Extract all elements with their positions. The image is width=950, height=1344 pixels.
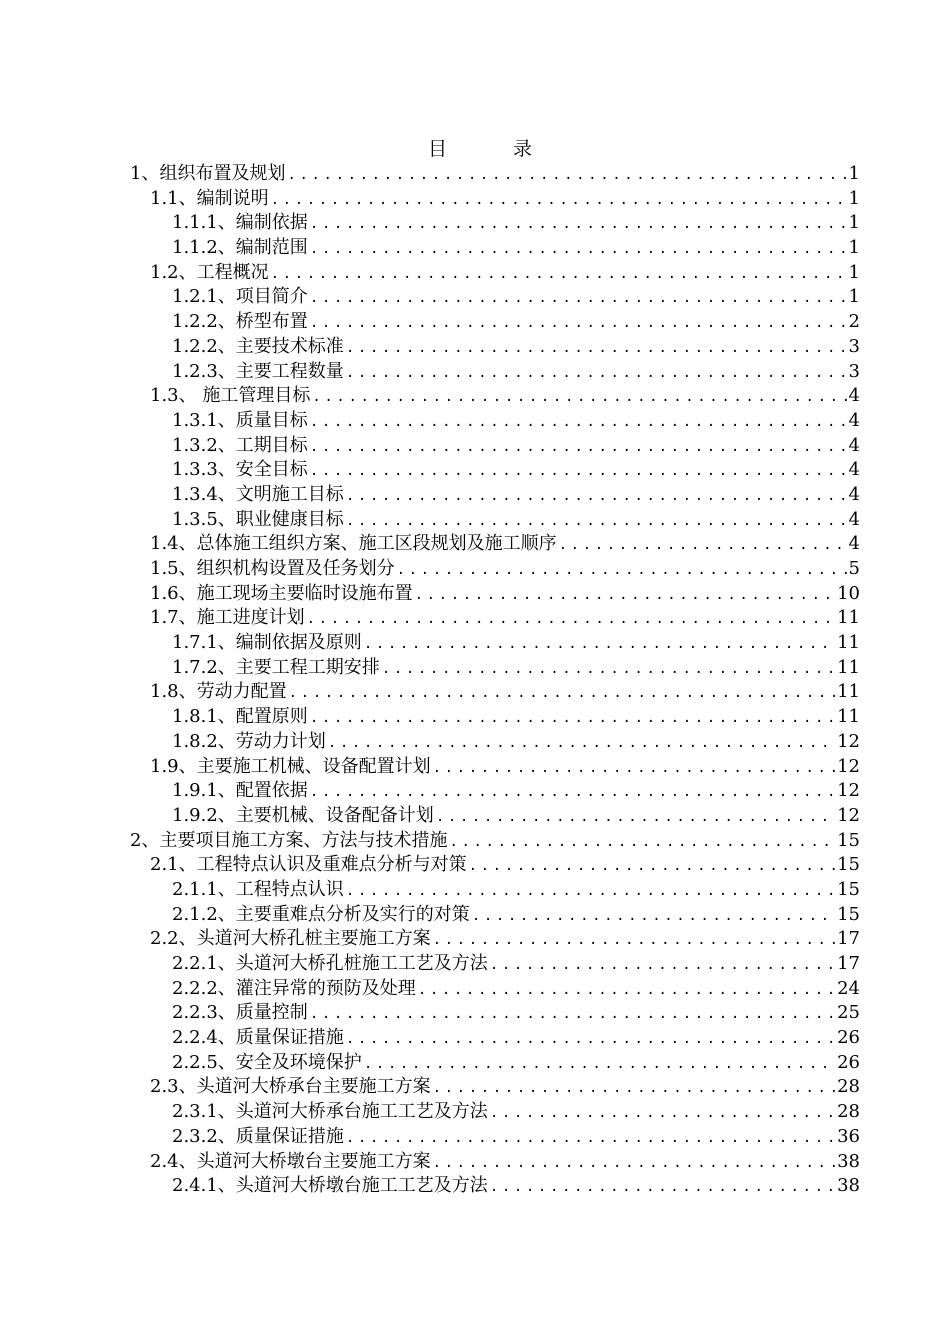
toc-entry-title: 1.5、组织机构设置及任务划分: [150, 558, 395, 579]
toc-entry-title: 2.1、工程特点认识及重难点分析与对策: [150, 854, 467, 876]
toc-entry-page-number: 1: [848, 187, 860, 209]
toc-entry-title: 1.8、劳动力配置: [150, 681, 287, 703]
toc-entry-title: 2.2.4、质量保证措施: [172, 1027, 344, 1049]
toc-entry-page-number: 1: [848, 261, 860, 283]
toc-entry-title: 1.3.3、安全目标: [172, 459, 308, 481]
toc-leader-dots: [310, 286, 847, 310]
toc-leader-dots: [310, 459, 847, 483]
toc-entry-title: 1.7、施工进度计划: [150, 607, 305, 629]
toc-leader-dots: [310, 780, 835, 804]
toc-entry-title: 1.2.3、主要工程数量: [172, 360, 344, 382]
toc-leader-dots: [289, 681, 835, 705]
toc-entry-page-number: 12: [837, 780, 860, 802]
toc-entry-page-number: 12: [837, 730, 860, 752]
toc-entry-page-number: 5: [848, 558, 860, 579]
toc-title: 目 录: [427, 138, 563, 160]
toc-entry[interactable]: [130, 458, 860, 483]
toc-entry[interactable]: [130, 631, 860, 656]
toc-leader-dots: [490, 1101, 835, 1125]
toc-entry[interactable]: [130, 211, 860, 236]
toc-entry-title: 2.2.3、质量控制: [172, 1002, 308, 1024]
toc-entry[interactable]: [130, 779, 860, 804]
toc-entry-title: 1.3.2、工期目标: [172, 434, 308, 456]
toc-leader-dots: [490, 953, 835, 977]
toc-entry-page-number: 4: [848, 409, 860, 431]
toc-entry[interactable]: [130, 582, 860, 607]
toc-entry[interactable]: [130, 508, 860, 533]
toc-entry-page-number: 15: [837, 829, 860, 851]
toc-entry-page-number: 12: [837, 755, 860, 777]
toc-entry-title: 2、主要项目施工方案、方法与技术措施: [130, 829, 448, 851]
toc-entry-title: 1、组织布置及规划: [130, 163, 286, 184]
toc-leader-dots: [397, 558, 847, 582]
toc-leader-dots: [364, 632, 835, 656]
toc-leader-dots: [328, 731, 835, 755]
toc-entry[interactable]: [130, 1026, 860, 1051]
toc-entry-page-number: 25: [837, 1002, 860, 1024]
toc-entry-page-number: 12: [837, 804, 860, 826]
toc-entry-page-number: 38: [837, 1175, 860, 1197]
toc-leader-dots: [433, 1076, 835, 1100]
toc-entry[interactable]: [130, 360, 860, 385]
toc-leader-dots: [271, 262, 847, 286]
toc-entry-title: 1.3.1、质量目标: [172, 409, 308, 431]
toc-leader-dots: [346, 484, 847, 508]
toc-entry[interactable]: [130, 434, 860, 459]
toc-entry-title: 2.1.1、工程特点认识: [172, 878, 344, 900]
toc-leader-dots: [415, 583, 835, 607]
toc-entry-title: 2.2、头道河大桥孔桩主要施工方案: [150, 928, 431, 950]
toc-entry[interactable]: [130, 680, 860, 705]
toc-leader-dots: [310, 212, 847, 236]
toc-entry-page-number: 28: [837, 1076, 860, 1098]
toc-leader-dots: [469, 854, 835, 878]
toc-entry-page-number: 1: [848, 163, 860, 184]
toc-leader-dots: [310, 410, 847, 434]
toc-entry-page-number: 3: [848, 360, 860, 382]
toc-leader-dots: [307, 607, 835, 631]
toc-leader-dots: [436, 805, 835, 829]
toc-entry-page-number: 26: [837, 1051, 860, 1073]
toc-entry[interactable]: [130, 1125, 860, 1150]
toc-leader-dots: [433, 928, 835, 952]
toc-entry[interactable]: [130, 656, 860, 681]
toc-entry-page-number: 11: [837, 681, 860, 703]
toc-entry-page-number: 11: [837, 607, 860, 629]
toc-entry-title: 1.9、主要施工机械、设备配置计划: [150, 755, 431, 777]
toc-leader-dots: [312, 385, 846, 409]
toc-entry-page-number: 28: [837, 1101, 860, 1123]
toc-entry[interactable]: [130, 952, 860, 977]
toc-entry[interactable]: [130, 1174, 860, 1199]
toc-entry-title: 1.2.2、主要技术标准: [172, 335, 344, 357]
toc-entry[interactable]: [130, 261, 860, 286]
toc-entry-page-number: 15: [837, 878, 860, 900]
table-of-contents: [130, 162, 860, 1199]
toc-entry-title: 1.2.2、桥型布置: [172, 311, 308, 333]
toc-entry[interactable]: [130, 853, 860, 878]
toc-entry-page-number: 24: [837, 977, 860, 999]
toc-entry-title: 1.3.4、文明施工目标: [172, 483, 344, 505]
toc-entry-title: 1.8.2、劳动力计划: [172, 730, 326, 752]
toc-entry-page-number: 4: [848, 508, 860, 530]
toc-entry[interactable]: [130, 187, 860, 212]
toc-entry-title: 2.3.1、头道河大桥承台施工工艺及方法: [172, 1101, 488, 1123]
toc-entry-title: 2.3.2、质量保证措施: [172, 1125, 344, 1147]
toc-entry-title: 1.2.1、项目简介: [172, 286, 308, 308]
toc-entry[interactable]: [130, 1051, 860, 1076]
toc-leader-dots: [310, 435, 847, 459]
toc-entry-title: 1.9.2、主要机械、设备配备计划: [172, 804, 434, 826]
toc-entry-page-number: 4: [848, 483, 860, 505]
toc-entry[interactable]: [130, 1001, 860, 1026]
toc-entry[interactable]: [130, 162, 860, 187]
toc-entry-page-number: 4: [848, 434, 860, 456]
toc-leader-dots: [346, 1126, 835, 1150]
toc-entry[interactable]: [130, 1150, 860, 1175]
toc-entry-title: 1.2、工程概况: [150, 261, 269, 283]
toc-entry-title: 1.6、施工现场主要临时设施布置: [150, 582, 413, 604]
toc-entry-page-number: 4: [848, 459, 860, 481]
toc-leader-dots: [559, 533, 847, 557]
toc-leader-dots: [382, 657, 835, 681]
toc-leader-dots: [310, 237, 847, 261]
toc-leader-dots: [418, 978, 835, 1002]
toc-leader-dots: [287, 163, 846, 187]
toc-entry-page-number: 15: [837, 903, 860, 925]
toc-entry[interactable]: [130, 335, 860, 360]
toc-leader-dots: [346, 336, 847, 360]
toc-leader-dots: [310, 1002, 835, 1026]
toc-entry[interactable]: [130, 804, 860, 829]
toc-entry-title: 1.1.1、编制依据: [172, 212, 308, 234]
toc-entry-title: 2.2.2、灌注异常的预防及处理: [172, 977, 416, 999]
toc-entry[interactable]: [130, 606, 860, 631]
toc-entry[interactable]: [130, 384, 860, 409]
toc-entry-page-number: 15: [837, 854, 860, 876]
toc-leader-dots: [346, 361, 847, 385]
toc-entry-page-number: 4: [848, 385, 860, 407]
toc-leader-dots: [433, 1151, 835, 1175]
toc-entry[interactable]: [130, 977, 860, 1002]
toc-entry-title: 2.2.5、安全及环境保护: [172, 1051, 362, 1073]
toc-entry[interactable]: [130, 903, 860, 928]
toc-leader-dots: [472, 904, 835, 928]
toc-entry-page-number: 3: [848, 335, 860, 357]
toc-entry-page-number: 11: [837, 632, 860, 654]
toc-entry-page-number: 11: [837, 706, 860, 728]
toc-leader-dots: [490, 1175, 835, 1199]
toc-entry-page-number: 17: [837, 953, 860, 974]
toc-entry-title: 1.1、编制说明: [150, 187, 269, 209]
toc-entry-title: 1.7.1、编制依据及原则: [172, 632, 362, 654]
toc-entry[interactable]: [130, 557, 860, 582]
toc-entry-title: 1.1.2、编制范围: [172, 237, 308, 259]
toc-entry-page-number: 17: [837, 928, 860, 950]
toc-entry-title: 2.4.1、头道河大桥墩台施工工艺及方法: [172, 1175, 488, 1197]
toc-entry-title: 1.3、 施工管理目标: [150, 385, 311, 407]
toc-entry[interactable]: [130, 236, 860, 261]
toc-entry-title: 1.4、总体施工组织方案、施工区段规划及施工顺序: [150, 533, 557, 555]
toc-entry-title: 1.3.5、职业健康目标: [172, 508, 344, 530]
toc-entry-title: 2.4、头道河大桥墩台主要施工方案: [150, 1150, 431, 1172]
toc-entry-page-number: 11: [837, 656, 860, 678]
toc-entry-title: 2.3、头道河大桥承台主要施工方案: [150, 1076, 431, 1098]
toc-leader-dots: [346, 509, 847, 533]
toc-entry-page-number: 1: [848, 212, 860, 234]
toc-entry[interactable]: [130, 927, 860, 952]
toc-leader-dots: [433, 756, 835, 780]
toc-entry[interactable]: [130, 829, 860, 854]
toc-entry-page-number: 38: [837, 1150, 860, 1172]
toc-leader-dots: [310, 706, 835, 730]
toc-leader-dots: [364, 1052, 835, 1076]
toc-entry-page-number: 1: [848, 237, 860, 259]
toc-entry[interactable]: [130, 755, 860, 780]
toc-leader-dots: [271, 188, 847, 212]
toc-entry[interactable]: [130, 1100, 860, 1125]
toc-entry-title: 2.2.1、头道河大桥孔桩施工工艺及方法: [172, 953, 488, 974]
toc-entry[interactable]: [130, 409, 860, 434]
toc-entry-title: 1.8.1、配置原则: [172, 706, 308, 728]
toc-entry-page-number: 10: [837, 582, 860, 604]
toc-entry-title: 1.9.1、配置依据: [172, 780, 308, 802]
toc-entry[interactable]: [130, 1075, 860, 1100]
toc-entry[interactable]: [130, 730, 860, 755]
toc-leader-dots: [346, 1027, 835, 1051]
toc-leader-dots: [449, 830, 835, 854]
toc-entry-title: 2.1.2、主要重难点分析及实行的对策: [172, 903, 470, 925]
toc-entry-title: 1.7.2、主要工程工期安排: [172, 656, 380, 678]
toc-entry[interactable]: [130, 285, 860, 310]
toc-entry-page-number: 4: [848, 533, 860, 555]
toc-entry-page-number: 26: [837, 1027, 860, 1049]
toc-leader-dots: [346, 879, 835, 903]
toc-leader-dots: [310, 311, 847, 335]
toc-entry-page-number: 36: [837, 1125, 860, 1147]
toc-entry-page-number: 2: [848, 311, 860, 333]
toc-entry[interactable]: [130, 878, 860, 903]
toc-entry[interactable]: [130, 532, 860, 557]
toc-entry[interactable]: [130, 310, 860, 335]
toc-entry[interactable]: [130, 483, 860, 508]
toc-entry-page-number: 1: [848, 286, 860, 308]
toc-entry[interactable]: [130, 705, 860, 730]
